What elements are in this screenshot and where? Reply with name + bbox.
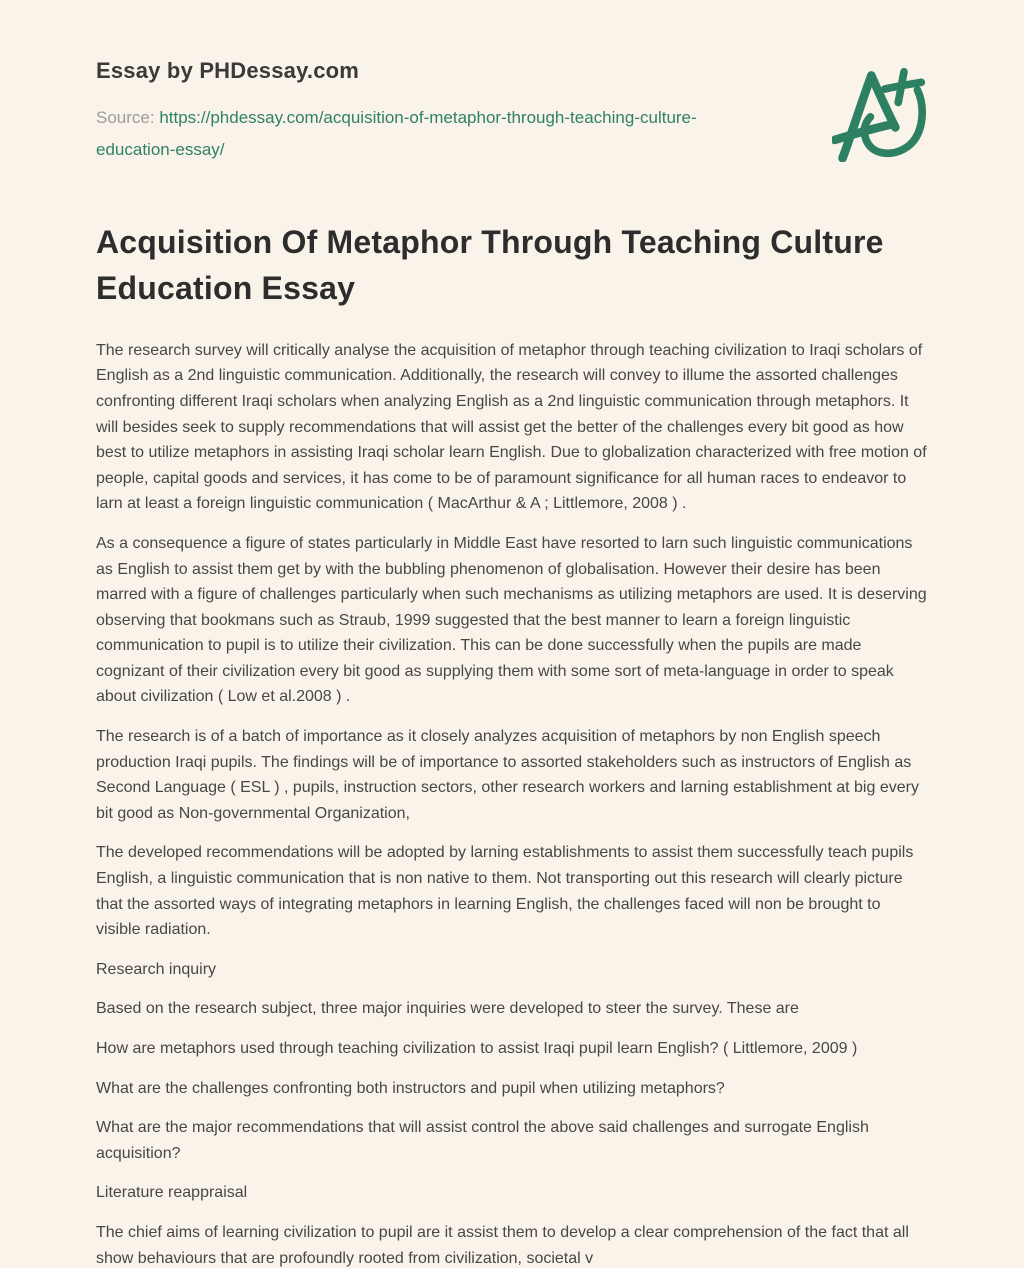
paragraph-question-2: What are the challenges confronting both instructors and pupil when utilizing metaphors? xyxy=(96,1079,725,1097)
a-plus-logo-icon xyxy=(832,66,928,162)
paragraph-consequence: As a consequence a figure of states particularly in Middle East have resorted to larn such linguistic communications as English to assist them get by with the bubbling phenomenon of globalisation. However their desire has been marred with a figure of challenges particularly when such mechanisms as utilizing metaphors are used. It is deserving observing that bookmans such as Straub, 1999 suggested that the best manner to learn a foreign linguistic communication to pupil is to utilize their civilization. This can be done successfully when the pupils are made cognizant of their civilization every bit good as supplying them with some sort of meta-language in order to speak about civilization ( Low et al.2008 ) . xyxy=(96,534,927,706)
site-title: Essay by PHDessay.com xyxy=(96,58,360,83)
paragraph-recommendations: The developed recommendations will be adopted by larning establishments to assist them successfully teach pupils English, a linguistic communication that is non native to them. Not transporting out this research will clearly picture that the assorted ways of integrating metaphors in learning English, the challenges faced will non be brought to visible radiation. xyxy=(96,844,914,939)
paragraph-literature-intro: The chief aims of learning civilization to pupil are it assist them to develop a clear comprehension of the fact that all show behaviours that are profoundly rooted from civilization, societal v xyxy=(96,1223,909,1267)
page-header xyxy=(96,58,928,167)
source-label: Source: xyxy=(96,108,155,127)
article-body xyxy=(96,338,928,1268)
paragraph-question-3: What are the major recommendations that will assist control the above said challenges and surrogate English acquisition? xyxy=(96,1119,869,1162)
paragraph-inquiries-intro: Based on the research subject, three major inquiries were developed to steer the survey. These are xyxy=(96,1000,799,1018)
paragraph-intro: The research survey will critically analyse the acquisition of metaphor through teaching civilization to Iraqi scholars of English as a 2nd linguistic communication. Additionally, the research will convey to illume the assorted challenges confronting different Iraqi scholars when analyzing English as a 2nd linguistic communication through metaphors. It will besides seek to supply recommendations that will assist get the better of the challenges every bit good as how best to utilize metaphors in assisting Iraqi scholar learn English. Due to globalization characterized with free motion of people, capital goods and services, it has come to be of paramount significance for all human races to endeavor to larn at least a foreign linguistic communication ( MacArthur & A ; Littlemore, 2008 ) . xyxy=(96,341,927,513)
section-research-inquiry: Research inquiry xyxy=(96,960,217,978)
section-literature-reappraisal: Literature reappraisal xyxy=(96,1184,248,1202)
source-link[interactable]: https://phdessay.com/acquisition-of-metaphor-through-teaching-culture-education-essay/ xyxy=(96,108,697,160)
source-line xyxy=(96,102,711,167)
paragraph-question-1: How are metaphors used through teaching civilization to assist Iraqi pupil learn English? ( Littlemore, 2009 ) xyxy=(96,1040,858,1057)
article-title: Acquisition Of Metaphor Through Teaching Culture Education Essay xyxy=(96,223,884,306)
paragraph-importance: The research is of a batch of importance as it closely analyzes acquisition of metaphors by non English speech production Iraqi pupils. The findings will be of importance to assorted stakeholders such as instructors of English as Second Language ( ESL ) , pupils, instruction sectors, other research workers and larning establishment at big every bit good as Non-governmental Organization, xyxy=(96,728,919,822)
